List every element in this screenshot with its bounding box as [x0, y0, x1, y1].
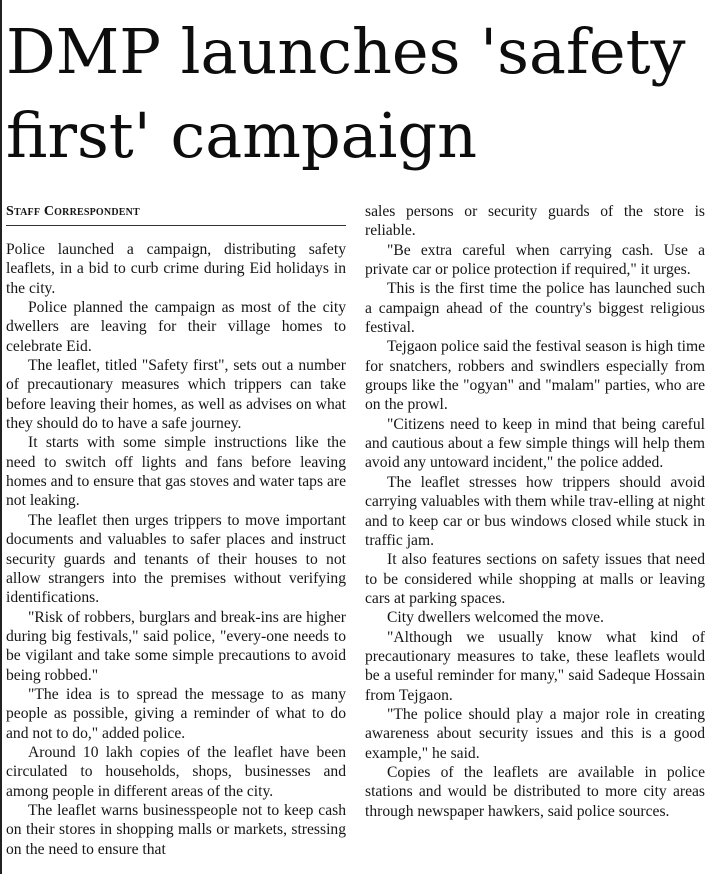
paragraph: The leaflet warns businesspeople not to keep cash on their stores in shopping malls or markets, stressing on the need to ensure that [6, 801, 346, 858]
article-column-right [365, 202, 705, 821]
paragraph: "The idea is to spread the message to as many people as possible, giving a reminder of what to do and not to do," added police. [6, 685, 346, 742]
page-edge-rule [0, 0, 2, 874]
paragraph: It starts with some simple instructions like the need to switch off lights and fans before leaving homes and to ensure that gas stoves and water taps are not leaking. [6, 434, 346, 510]
paragraph: The leaflet, titled "Safety first", sets out a number of precautionary measures which trippers can take before leaving their homes, as well as advises on what they should do to have a safe journey. [6, 357, 346, 433]
paragraph: This is the first time the police has launched such a campaign ahead of the country's biggest religious festival. [365, 280, 705, 337]
paragraph: The leaflet stresses how trippers should avoid carrying valuables with them while trav-elling at night and to keep car or bus windows closed while stuck in traffic jam. [365, 473, 705, 549]
article-column-left [6, 202, 346, 859]
paragraph: Police launched a campaign, distributing safety leaflets, in a bid to curb crime during Eid holidays in the city. [6, 241, 346, 297]
paragraph: Copies of the leaflets are available in police stations and would be distributed to more city areas through newspaper hawkers, said police sources. [365, 763, 705, 820]
paragraph: Tejgaon police said the festival season is high time for snatchers, robbers and swindlers especially from groups like the "ogyan" and "malam" parties, who are on the prowl. [365, 338, 705, 414]
paragraph: The leaflet then urges trippers to move important documents and valuables to safer places and instruct security guards and tenants of their houses to not allow strangers into the premises without verifying identifications. [6, 511, 346, 607]
paragraph: "The police should play a major role in creating awareness about security issues and this is a good example," he said. [365, 705, 705, 762]
byline: Staff Correspondent [6, 202, 346, 226]
paragraph: Around 10 lakh copies of the leaflet have been circulated to households, shops, businesses and among people in different areas of the city. [6, 743, 346, 800]
paragraph: City dwellers welcomed the move. [387, 609, 604, 627]
paragraph: "Be extra careful when carrying cash. Use a private car or police protection if required," it urges. [365, 241, 705, 279]
paragraph-continued: sales persons or security guards of the store is reliable. [365, 203, 705, 240]
paragraph: It also features sections on safety issues that need to be considered while shopping at malls or leaving cars at parking spaces. [365, 551, 705, 607]
article-headline: DMP launches 'safety first' campaign [6, 15, 686, 172]
paragraph: "Citizens need to keep in mind that being careful and cautious about a few simple things will help them avoid any untoward incident," the police added. [365, 415, 705, 472]
paragraph: "Although we usually know what kind of precautionary measures to take, these leaflets would be a useful reminder for many," said Sadeque Hossain from Tejgaon. [365, 628, 705, 704]
paragraph: "Risk of robbers, burglars and break-ins are higher during big festivals," said police, "every-one needs to be vigilant and take some simple precautions to avoid being robbed." [6, 608, 346, 684]
paragraph: Police planned the campaign as most of the city dwellers are leaving for their village homes to celebrate Eid. [6, 299, 346, 355]
